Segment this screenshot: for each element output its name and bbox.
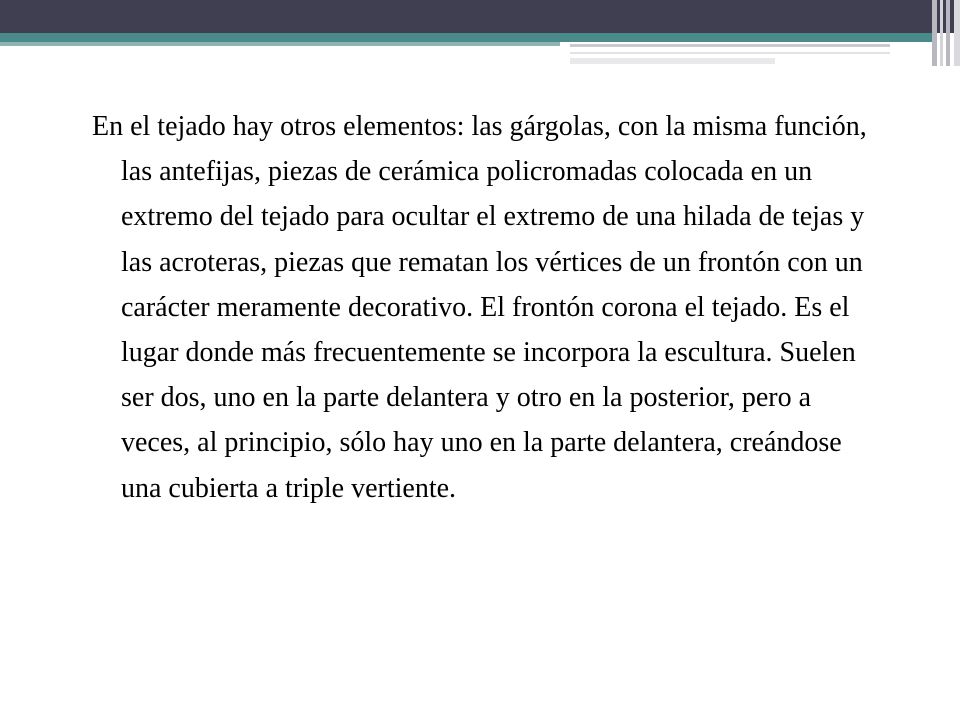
decorative-bar <box>932 0 937 66</box>
decorative-bar <box>954 0 960 66</box>
header-band <box>0 0 960 33</box>
accent-stripe <box>0 33 932 42</box>
body-paragraph: En el tejado hay otros elementos: las gárgolas, con la misma función, las antefijas, piezas de cerámica policromadas colocada en un extremo del tejado para ocultar el extremo de una hilada de tejas y las acroteras, piezas que rematan los vértices de un frontón con un carácter meramente decorativo. El frontón corona el tejado. Es el lugar donde más frecuentemente se incorpora la escultura. Suelen ser dos, uno en la parte delantera y otro en la posterior, pero a veces, al principio, sólo hay uno en la parte delantera, creándose una cubierta a triple vertiente. <box>92 111 867 504</box>
slide-body <box>92 104 882 511</box>
accent-stripe-light <box>0 42 560 46</box>
decorative-vertical-bars <box>930 0 960 66</box>
decorative-bar <box>940 0 943 66</box>
decorative-line <box>570 58 775 64</box>
decorative-bar <box>946 0 950 66</box>
decorative-line <box>570 52 890 54</box>
decorative-line <box>570 44 890 47</box>
